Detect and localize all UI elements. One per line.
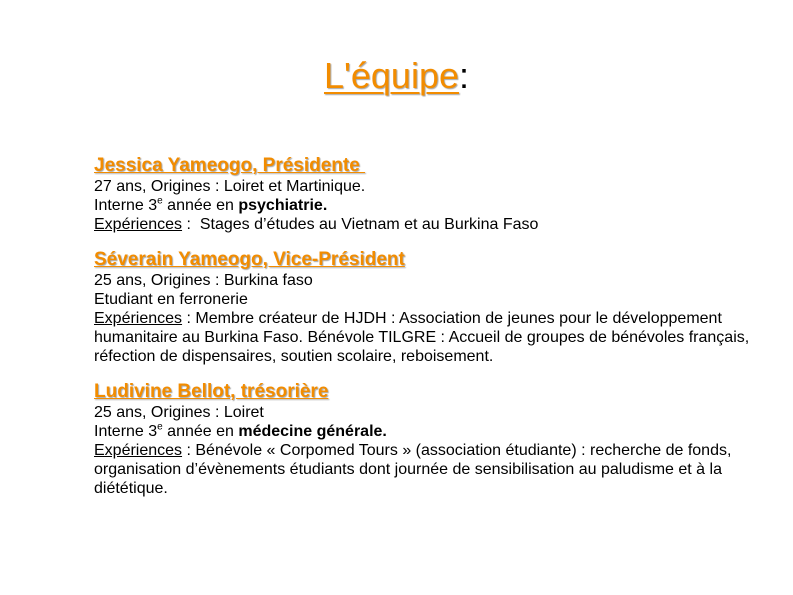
member-info: 25 ans, Origines : Loiret — [94, 404, 264, 421]
study-prefix: Interne 3 — [94, 423, 158, 440]
slide-title-colon: : — [458, 55, 469, 96]
member-experience — [94, 215, 754, 234]
slide-title-text: L'équipe — [323, 55, 459, 96]
study-superscript: e — [157, 195, 163, 207]
study-specialty: médecine générale. — [238, 423, 387, 440]
member-experience — [94, 441, 754, 498]
member-name: Jessica Yameogo, Présidente — [94, 155, 366, 176]
study-mid: année en — [162, 423, 239, 440]
member-name: Ludivine Bellot, trésorière — [94, 381, 329, 402]
experience-label: Expériences — [94, 216, 183, 233]
member-experience — [94, 309, 754, 366]
member-study — [94, 422, 754, 441]
study-prefix: Interne 3 — [94, 197, 158, 214]
member-info: 27 ans, Origines : Loiret et Martinique. — [94, 178, 366, 195]
team-list — [94, 154, 754, 512]
experience-text: : Bénévole « Corpomed Tours » (association étudiante) : recherche de fonds, organisation d’évènements étudiants dont journée de sensibilisation au paludisme et à la diététique. — [94, 442, 732, 497]
study-specialty: psychiatrie. — [238, 197, 328, 214]
member-severain — [94, 248, 754, 366]
experience-label: Expériences — [94, 310, 183, 327]
member-jessica — [94, 154, 754, 234]
member-name: Séverain Yameogo, Vice-Président — [94, 249, 405, 270]
member-ludivine — [94, 380, 754, 498]
slide-title — [0, 52, 793, 100]
member-study: Etudiant en ferronerie — [94, 291, 248, 308]
experience-text: : Membre créateur de HJDH : Association de jeunes pour le développement humanitaire au Burkina Faso. Bénévole TILGRE : Accueil de groupes de bénévoles français, réfection de dispensaires, soutien scolaire, reboisement. — [94, 310, 750, 365]
member-study — [94, 196, 754, 215]
study-superscript: e — [157, 421, 163, 433]
experience-label: Expériences — [94, 442, 183, 459]
experience-text: : Stages d’études au Vietnam et au Burkina Faso — [182, 216, 539, 233]
study-mid: année en — [162, 197, 239, 214]
member-info: 25 ans, Origines : Burkina faso — [94, 272, 313, 289]
